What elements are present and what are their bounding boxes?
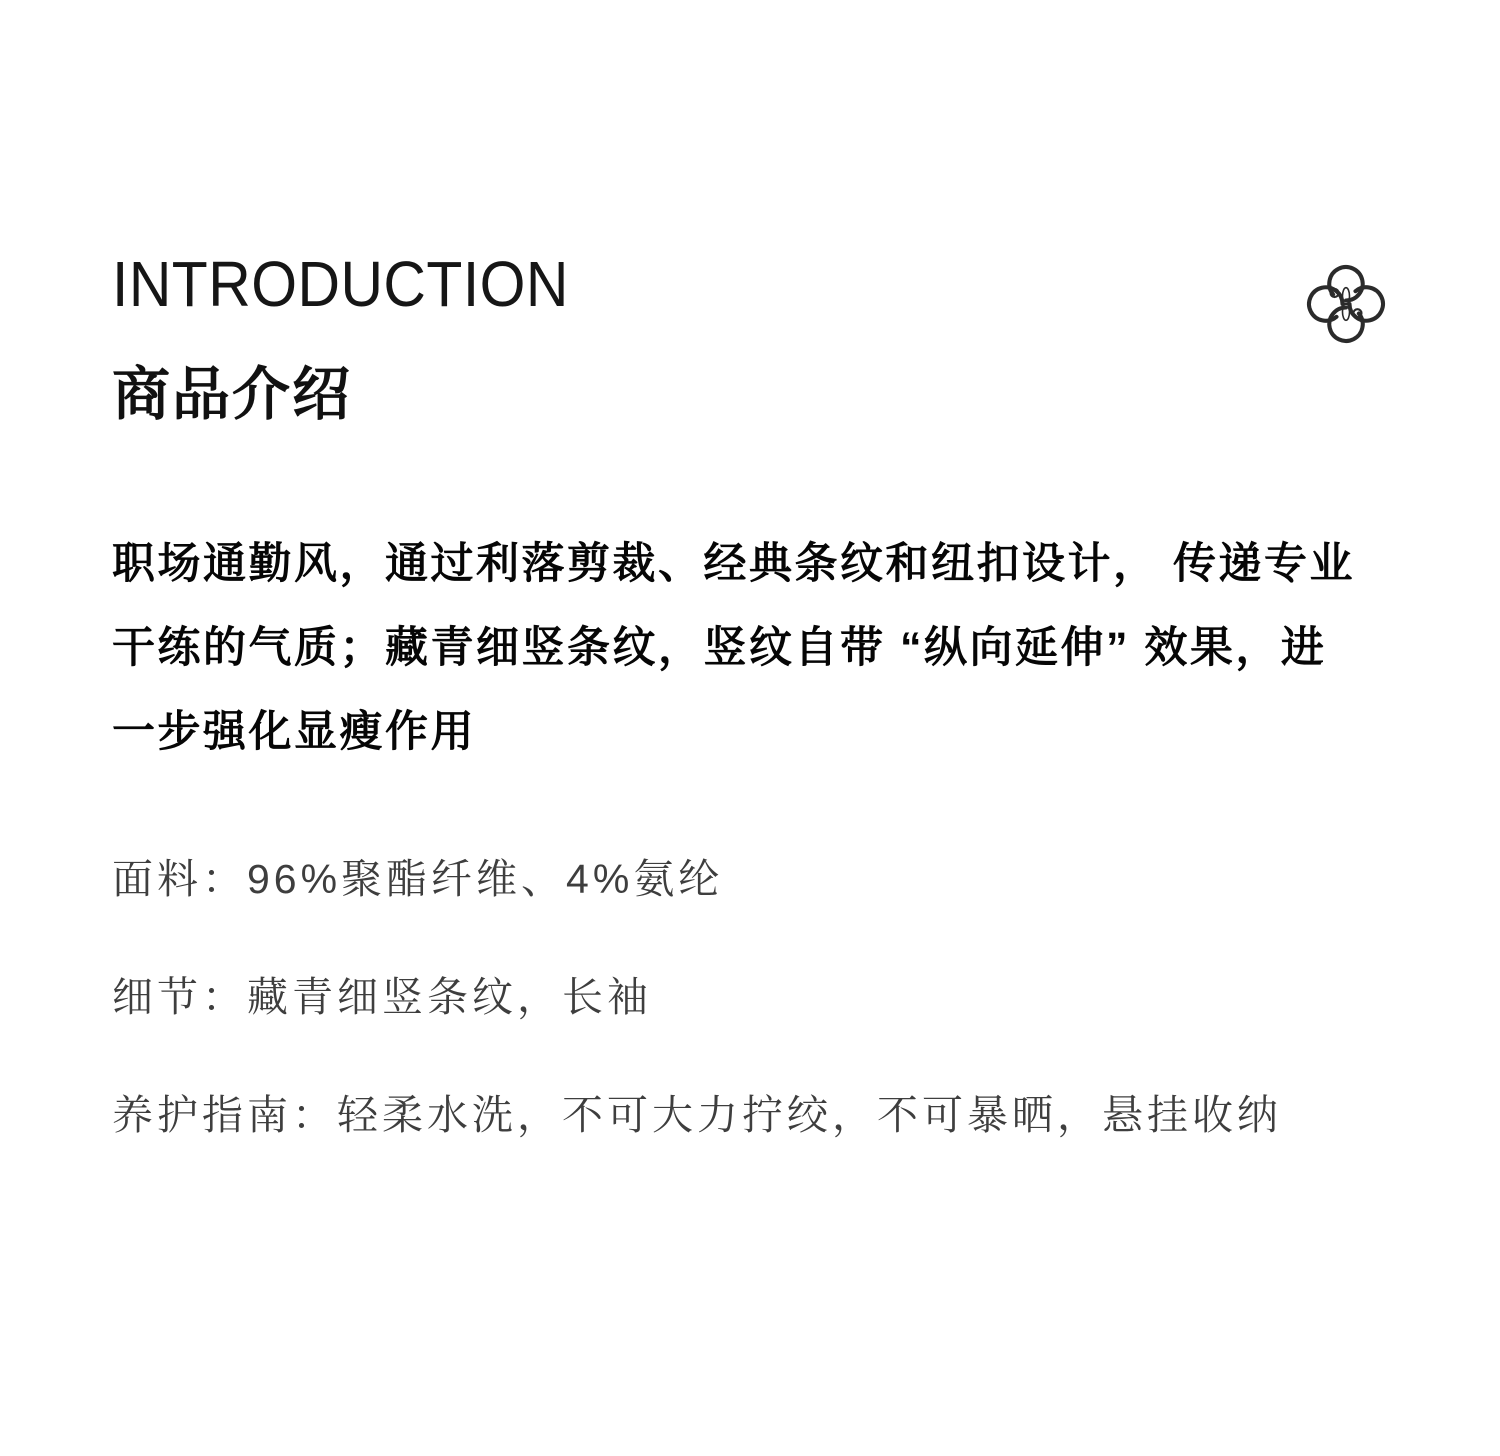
product-specs-list [112, 855, 1282, 1139]
product-description-paragraph [112, 522, 1432, 774]
spec-care-guide: 养护指南：轻柔水洗，不可大力拧绞，不可暴晒，悬挂收纳 [112, 1092, 1282, 1138]
section-title-zh: 商品介绍 [112, 362, 353, 427]
spec-fabric: 面料：96%聚酯纤维、4%氨纶 [112, 856, 724, 902]
spec-detail: 细节：藏青细竖条纹，长袖 [112, 974, 652, 1020]
description-line-3: 一步强化显瘦作用 [112, 708, 476, 756]
description-line-1: 职场通勤风，通过利落剪裁、经典条纹和纽扣设计， 传递专业 [112, 540, 1355, 588]
description-line-2: 干练的气质；藏青细竖条纹，竖纹自带 “纵向延伸” 效果，进 [112, 624, 1327, 672]
section-title-en: INTRODUCTION [112, 248, 569, 320]
quatrefoil-flourish-icon [1302, 258, 1390, 350]
